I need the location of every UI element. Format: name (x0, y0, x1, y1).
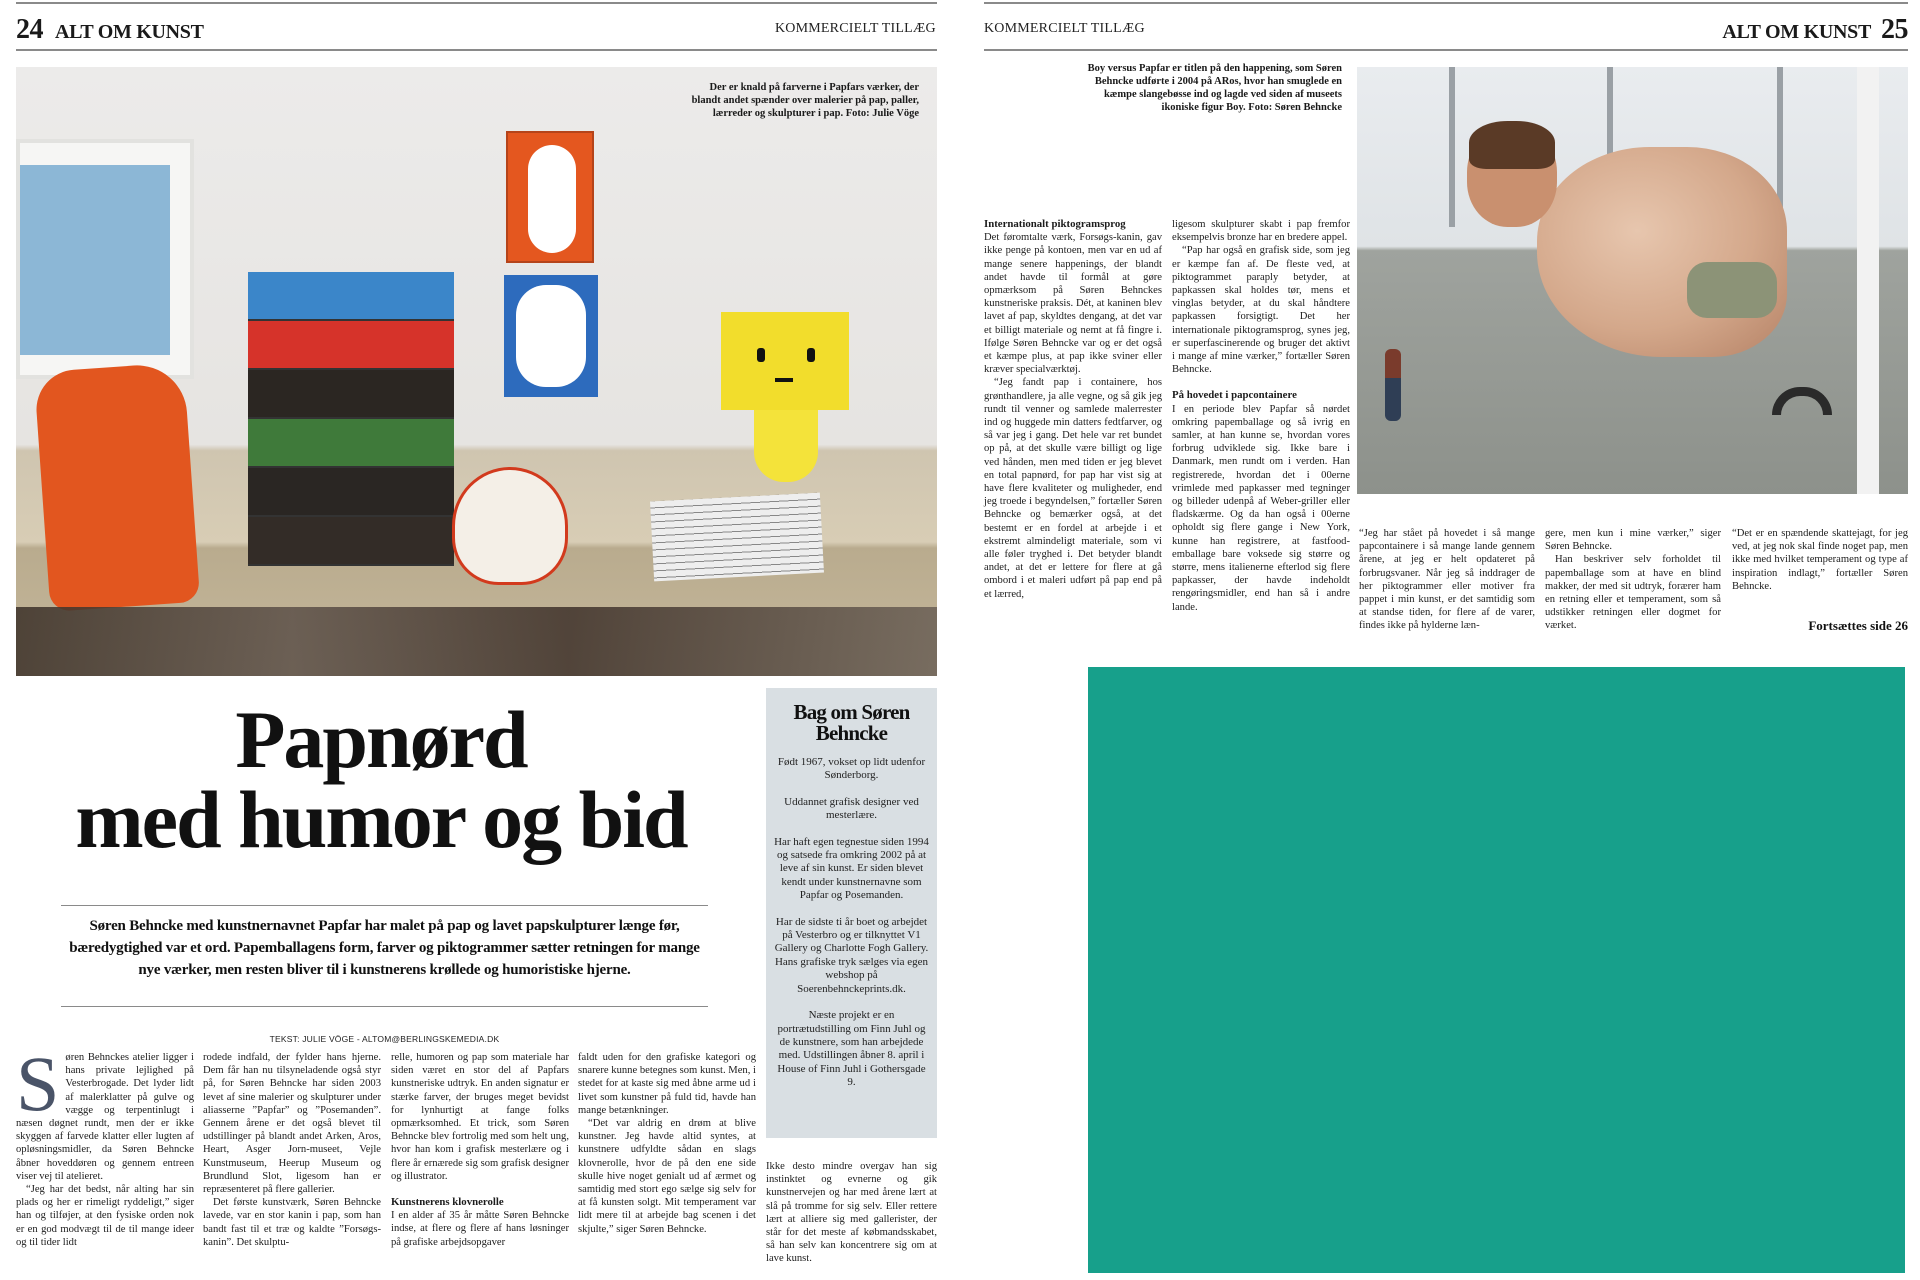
butterfly-figure-sculpture (452, 467, 568, 585)
boy-hair (1469, 121, 1555, 169)
factbox-paragraph: Næste projekt er en portrætudstilling om Finn Juhl og de kunstnere, som han arbejdede med. Udstillingen åbner 8. april i House of Finn Juhl i Gothersgade 9. (777, 1009, 926, 1089)
body-column-4 (578, 1051, 756, 1236)
body-paragraph: “Pap har også en grafisk side, som jeg er kæmpe fan af. De fleste ved, at piktogrammet paraply betyder, at papkassen skal holdes tør, mens et vinglas betyder, at du skal håndtere papkassen forsigtigt. Det her internationale piktogramsprog, synes jeg, er superfascinerende og bruger det aktivt i mange af mine værker,” fortæller Søren Behncke. (1172, 245, 1350, 376)
header-rule-right (984, 49, 1908, 51)
body-column-4 (1545, 527, 1721, 633)
factbox-paragraph: Har de sidste ti år boet og arbejdet på Vesterbro og er tilknyttet V1 Gallery og Charlotte Fogh Gallery. Hans grafiske tryk sælges via egen webshop på Soerenbehnckeprints.dk. (774, 915, 929, 995)
yellow-box-head-sculpture (721, 312, 849, 410)
body-column-3 (1359, 527, 1535, 633)
body-paragraph: faldt uden for den grafiske kategori og snarere kunne betegnes som kunst. Men, i stedet for at kaste sig med åbne arme ud i livet som kunstner på fuld tid, havde han mange betænkninger. (578, 1052, 756, 1116)
framed-cardboard-artwork (16, 139, 194, 379)
orange-painted-panel (506, 131, 594, 263)
body-column-2 (1172, 218, 1350, 614)
body-column-5 (766, 1160, 937, 1266)
body-paragraph: Det første kunstværk, Søren Behncke lavede, var en stor kanin i pap, som han bandt fast til et træ og kaldte ”Forsøgs-kanin”. Det skulptu- (203, 1197, 381, 1248)
factbox-paragraph: Har haft egen tegnestue siden 1994 og satsede fra omkring 2002 på at leve af sin kunst. Er siden blevet kendt under kunstnernavne som Papfar og Posemanden. (774, 835, 929, 902)
body-paragraph: “Det er en spændende skattejagt, for jeg ved, at jeg nok skal finde noget pap, men ikke med hvilket temperament og type af inspiration indlagt,” fortæller Søren Behncke. (1732, 528, 1908, 592)
headline-line2: med humor og bid (75, 774, 687, 865)
yellow-lamp-base (754, 410, 818, 482)
header-rule-left (16, 49, 937, 51)
body-paragraph: Det føromtalte værk, Forsøgs-kanin, gav ikke penge på kontoen, men var en ud af mange senere happenings, der blandt andet havde til formål at gøre opmærksom på Søren Behnckes kunstneriske praksis. Dét, at kaninen blev lavet af pap, skyldtes dengang, at det var et billigt materiale og nemt at få fingre i. Ifølge Søren Behncke var og er det også et kæmpe plus, at pap ikke sviner eller kræver specialværktøj. (984, 232, 1162, 376)
body-paragraph: “Jeg har stået på hovedet i så mange papcontainere i så mange lande gennem årene, at jeg er helt opdateret på forbrugsvaner. Når jeg så inddrager de her piktogrammer eller motiver fra pappet i min kunst, er det samtidig som at standse tiden, for flere af de varer, findes ikke på hylderne læn- (1359, 528, 1535, 632)
blue-painted-panel (504, 275, 598, 397)
boy-sculpture-photo (1357, 67, 1908, 494)
body-paragraph: relle, humoren og pap som materiale har siden været en stor del af Papfars kunstneriske udtryk. En anden signatur er stærke farver, der bruges meget bevidst for lynhurtigt at fange folks opmærksomhed. Et trick, som Søren Behncke blev fortrolig med som helt ung, hvor han kom i grafisk mesterlære og i flere år ernærede sig som grafisk designer og illustrator. (391, 1052, 569, 1182)
page-header-right (1714, 14, 1908, 46)
dropcap: S (16, 1040, 60, 1127)
book-stack (650, 493, 824, 582)
slingshot-sculpture (1772, 387, 1832, 415)
page-number: 24 (16, 14, 43, 45)
supplement-label: KOMMERCIELT TILLÆG (775, 21, 936, 36)
body-paragraph: gere, men kun i mine værker,” siger Søren Behncke. (1545, 528, 1721, 553)
body-column-5 (1732, 527, 1908, 593)
body-paragraph: “Jeg har det bedst, når alting har sin plads og her er rimeligt ryddeligt,” siger han og tilføjer, at den fysiske orden nok er en god modvægt til de til mange ideer og til tider lidt (16, 1184, 194, 1248)
subheading: På hovedet i papcontainere (1172, 389, 1297, 402)
body-paragraph: Ikke desto mindre overgav han sig instinktet og evnerne og gik kunstnervejen og har med årene lært at slå på tromme for sig selv. Eller rettere lært at alliere sig med gallerister, der står for det meste af købmandsskabet, så han selv kan koncentrere sig om at lave kunst. (766, 1161, 937, 1265)
byline: TEKST: JULIE VÖGE - ALTOM@BERLINGSKEMEDIA.DK (269, 1034, 500, 1044)
body-column-1 (16, 1040, 194, 1249)
body-column-3 (391, 1051, 569, 1249)
body-paragraph: “Jeg fandt pap i containere, hos grønthandlere, ja alle vegne, og så gik jeg rundt til venner og samlede malerrester ind og huggede min datters fedtfarver, og så var jeg i gang. Det hele var ret bundet op på, at det skulle være billigt og lige ved hånden, men med tiden er jeg blevet en total papnørd, for pap har vist sig at have flere kvaliteter og muligheder, end jeg troede i begyndelsen,” fortæller Søren Behncke og bemærker også, at det bestemt er en fordel at arbejde i et ekstremt almindeligt materiale, som vi alle føler tryghed i. Det betyder blandt andet, at det er lettere for flere at gå ombord i et maleri udført på pap end på et lærred, (984, 377, 1162, 600)
subheading: Kunstnerens klovnerolle (391, 1196, 504, 1209)
section-title: ALT OM KUNST (55, 21, 204, 43)
advertisement-placeholder (1088, 667, 1905, 1273)
factbox-paragraph: Uddannet grafisk designer ved mesterlære. (784, 795, 919, 822)
standfirst-top-rule (61, 905, 708, 906)
factbox-paragraph: Født 1967, vokset op lidt udenfor Sønderborg. (777, 756, 926, 782)
page-header-left (16, 14, 204, 46)
orange-dog-sculpture (34, 362, 200, 612)
page-number: 25 (1881, 14, 1908, 45)
visitor-figure (1385, 349, 1401, 421)
body-paragraph: I en periode blev Papfar så nørdet omkring papemballage og så ivrig en samler, at han kunne se, hvordan vores forbrug udviklede sig. Ikke bare i Danmark, men rundt om i verden. Han registrerede, hvordan det i 00erne vrimlede med papkasser med tegninger og billeder udenpå af Weber-griller eller fladskærme. Og da han også i 00erne opholdt sig flere gange i New York, kunne han registrere, at fastfood-emballage bare voksede sig større og større, mens italienerne efterlod sig flere papkasser, der havde indeholdt rengøringsmidler, end han så i andre lande. (1172, 403, 1350, 613)
body-paragraph: I en alder af 35 år måtte Søren Behncke indse, at flere og flere af hans løsninger på grafiske arbejdsopgaver (391, 1210, 569, 1248)
photo-caption: Boy versus Papfar er titlen på den happening, som Søren Behncke udførte i 2004 på ARos, hvor han smuglede en kæmpe slangebøsse ind og lagde ved siden af museets ikoniske figur Boy. Foto: Søren Behncke (1087, 63, 1342, 113)
headline-line1: Papnørd (235, 694, 527, 785)
body-paragraph: rodede indfald, der fylder hans hjerne. Dem får han nu tilsyneladende også styr på, for Søren Behncke har siden 2003 levet af sine malerier og skulpturer under aliasserne ”Papfar” og ”Posemanden”. Gennem årene er det også blevet til udstillinger på blandt andet Arken, Aros, Heart, Asger Jorn-museet, Vejle Kunstmuseum, Heerup Museum og Brundlund Slot, ligesom han er repræsenteret på flere gallerier. (203, 1052, 381, 1196)
artwork-photo (16, 67, 937, 676)
supplement-label: KOMMERCIELT TILLÆG (984, 21, 1145, 36)
body-column-1 (984, 218, 1162, 601)
subheading: Internationalt piktogramsprog (984, 218, 1126, 230)
section-title: ALT OM KUNST (1722, 21, 1871, 43)
body-paragraph: ligesom skulpturer skabt i pap fremfor eksempelvis bronze har en bredere appel. (1172, 219, 1350, 244)
top-rule-right (984, 2, 1908, 4)
standfirst: Søren Behncke med kunstnernavnet Papfar har malet på pap og lavet papskulpturer længe før, bæredygtighed var et ord. Papemballagens form, farver og piktogrammer sætter retningen for mange nye værker, men resten bliver til i kunstnerens krøllede og humoristiske hjerne. (69, 918, 700, 978)
body-paragraph: øren Behnckes atelier ligger i hans private lejlighed på Vesterbrogade. Det lyder lidt af malerklatter på gulve og vægge og terpentinlugt i næsen døgnet rundt, men der er ikke skyggen af farvede klatter eller lugten af opløsningsmidler, da Søren Behncke åbner hoveddøren og gennem entreen viser vej til atelieret. (16, 1052, 194, 1182)
body-paragraph: Han beskriver selv forholdet til papemballage som at have en blind makker, der med sit udtryk, forærer ham en retning eller et temperament, som så udstikker retningen eller dogmet for værket. (1545, 554, 1721, 632)
body-paragraph: “Det var aldrig en drøm at blive kunstner. Jeg havde altid syntes, at kunstnere udfyldte sådan en slags klovnerolle, hvor de på den ene side skulle hive noget genialt ud af ærmet og samtidig med stort ego sælge sig selv for at få kunsten solgt. Mit temperament var lidt mere til at arbejde bag scenen i det skjulte,” siger Søren Behncke. (578, 1118, 756, 1235)
bookshelf-cubbies (16, 607, 937, 676)
factbox-title: Bag om Søren Behncke (793, 700, 910, 745)
photo-caption: Der er knald på farverne i Papfars værker, der blandt andet spænder over malerier på pap, paller, lærreder og skulpturer i pap. Foto: Julie Vöge (691, 82, 919, 119)
painted-pallet-stack (248, 272, 454, 566)
boy-shorts (1687, 262, 1777, 318)
standfirst-bottom-rule (61, 1006, 708, 1007)
factbox-bag-om (766, 688, 937, 1138)
crouching-boy-sculpture (1537, 147, 1787, 357)
top-rule-left (16, 2, 937, 4)
article-headline (16, 694, 746, 865)
body-column-2 (203, 1051, 381, 1249)
continued-on-page: Fortsættes side 26 (1808, 618, 1908, 633)
